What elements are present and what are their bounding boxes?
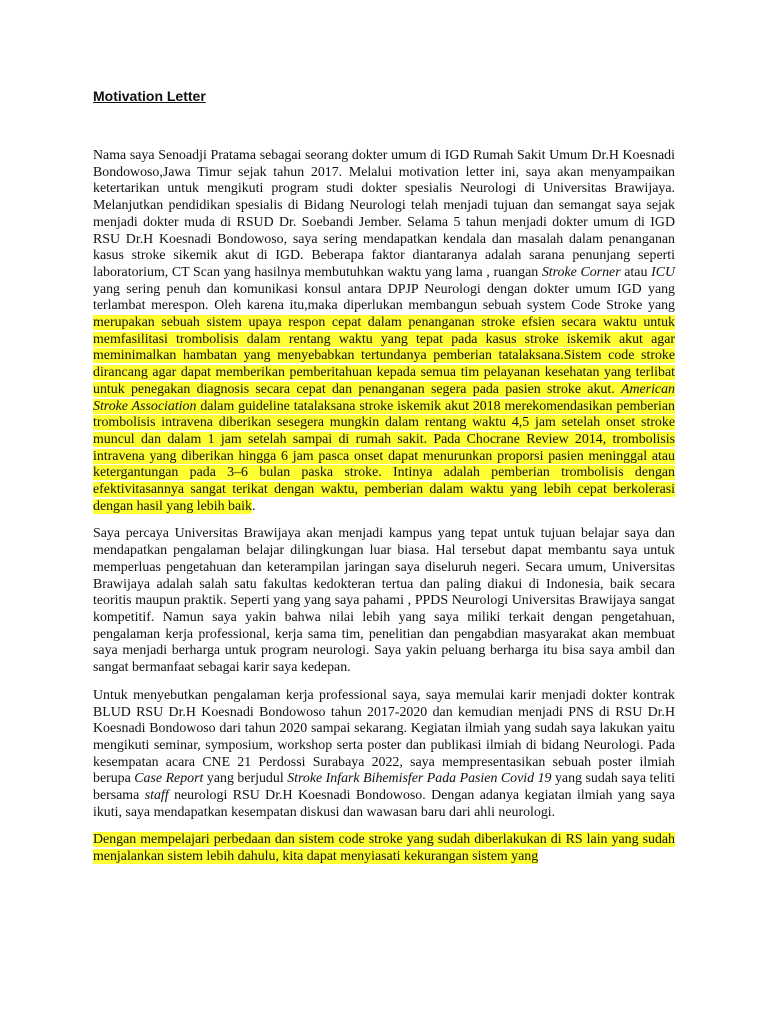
paragraph-1-text-i: . [251,498,256,514]
paragraph-1-text-a: Nama saya Senoadji Pratama sebagai seorang dokter umum di IGD Rumah Sakit Umum Dr.H Koesnadi Bondowoso,Jawa Timur sejak tahun 2017. Melalui motivation letter ini, saya akan menyampaikan ketertarikan untuk mengikuti program studi dokter spesialis Neurologi di Universitas Brawijaya. Melanjutkan pendidikan spesialis di Bidang Neurologi telah menjadi tujuan dan semangat saya sejak menjadi dokter muda di RSUD Dr. Soebandi Jember. Selama 5 tahun menjadi dokter umum di IGD RSU Dr.H Koesnadi Bondowoso, saya sering mendapatkan kendala dan masalah dalam penanganan kasus stroke sikemik akut di IGD. Beberapa faktor diantaranya adalah sarana penunjang seperti laboratorium, CT Scan yang hasilnya membutuhkan waktu yang lama , ruangan [93,148,675,280]
paragraph-3-text-c: yang berjudul [203,771,288,787]
paragraph-3-text-a: Untuk menyebutkan pengalaman kerja professional saya, saya memulai karir menjadi dokter kontrak BLUD RSU Dr.H Koesnadi Bondowoso tahun 2017-2020 dan kemudian menjadi PNS di RSU Dr.H Koesnadi Bondowoso dari tahun 2020 sampai sekarang. Kegiatan ilmiah yang sudah saya lakukan yaitu mengikuti seminar, symposium, workshop serta poster dan publikasi ilmiah di bidang Neurologi. Pada kesempatan acara CNE 21 Perdossi Surabaya 2022, saya mempresentasikan sebuah poster ilmiah berupa [93,687,675,787]
document-body [93,148,675,877]
paragraph-4 [93,832,675,865]
paragraph-3-case-report: Case Report [134,771,204,787]
paragraph-1-icu: ICU [651,264,675,280]
paragraph-3-staff: staff [144,788,169,804]
paragraph-1-highlight-h: dalam guideline tatalaksana stroke iskemik akut 2018 merekomendasikan pemberian trombolisis intravena diberikan sesegera mungkin dalam rentang waktu 4,5 jam setelah onset stroke muncul dan dalam 1 jam setelah sampai di rumah sakit. Pada Chocrane Review 2014, trombolisis intravena yang diberikan hingga 6 jam pasca onset dapat menurunkan proporsi pasien meninggal atau ketergantungan pada 3–6 bulan paska stroke. Intinya adalah pemberian trombolisis dengan efektivitasannya sangat terikat dengan waktu, pemberian dalam waktu yang lebih cepat berkolerasi dengan hasil yang lebih baik [93,398,675,514]
paragraph-4-highlight: Dengan mempelajari perbedaan dan sistem code stroke yang sudah diberlakukan di RS lain yang sudah menjalankan sistem lebih dahulu, kita dapat menyiasati kekurangan sistem yang [93,832,675,865]
document-title: Motivation Letter [93,88,206,104]
paragraph-3-text-g: neurologi RSU Dr.H Koesnadi Bondowoso. Dengan adanya kegiatan ilmiah yang saya ikuti, saya mendapatkan kesempatan diskusi dan wawasan baru dari ahli neurologi. [93,788,675,820]
paragraph-1-highlight-f: merupakan sebuah sistem upaya respon cepat dalam penanganan stroke efsien secara waktu untuk memfasilitasi trombolisis dalam rentang waktu yang tepat pada kasus stroke iskemik akut agar meminimalkan hambatan yang menyebabkan tertundanya pemberian tatalaksana.Sistem code stroke dirancang agar dapat memberikan pemberitahuan kepada semua tim pelayanan kesehatan yang terlibat untuk penegakan diagnosis secara cepat dan penanganan segera pada pasien stroke akut. [93,315,675,397]
paragraph-1-text-e: yang sering penuh dan komunikasi konsul antara DPJP Neurologi dengan dokter umum IGD yang terlambat merespon. Oleh karena itu,maka diperlukan membangun sebuah system Code Stroke yang [93,281,675,314]
paragraph-3-text-e: yang sudah saya teliti bersama [93,771,676,804]
paragraph-3 [93,688,675,822]
paragraph-1-text-c: atau [620,264,652,280]
paragraph-1-highlight-asa: American Stroke Association [93,381,675,414]
paragraph-2: Saya percaya Universitas Brawijaya akan menjadi kampus yang tepat untuk tujuan belajar saya dan mendapatkan pengalaman belajar dilingkungan luar biasa. Hal tersebut dapat membantu saya untuk memperluas pengetahuan dan keterampilan jaringan saya diseluruh negeri. Secara umum, Universitas Brawijaya adalah salah satu fakultas kedokteran tertua dan paling diakui di Indonesia, baik secara teoritis maupun praktik. Seperti yang yang saya pahami , PPDS Neurologi Universitas Brawijaya sangat kompetitif. Namun saya yakin bahwa nilai lebih yang saya miliki terkait dengan pengetahuan, pengalaman kerja professional, kerja sama tim, penelitian dan pengabdian masyarakat akan membuat saya menjadi berharga untuk program neurologi. Saya yakin peluang berharga itu bisa saya ambil dan sangat bermanfaat sebagai karir saya kedepan. [93,526,675,676]
paragraph-1 [93,148,675,515]
paragraph-3-report-title: Stroke Infark Bihemisfer Pada Pasien Covid 19 [287,771,552,787]
paragraph-1-stroke-corner: Stroke Corner [541,264,621,280]
